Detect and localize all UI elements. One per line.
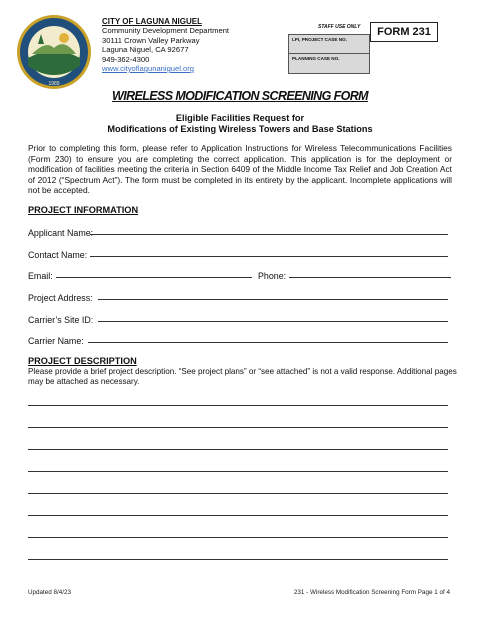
staff-use-label: STAFF USE ONLY [318,24,361,30]
contact-name-field[interactable] [90,256,448,257]
planning-case-no-field[interactable]: PLANNING CASE NO. [292,56,340,61]
page-title: WIRELESS MODIFICATION SCREENING FORM [112,89,368,103]
applicant-name-label: Applicant Name: [28,228,94,238]
description-line[interactable] [28,427,448,428]
subtitle-2: Modifications of Existing Wireless Towers and Base Stations [107,124,373,134]
description-line[interactable] [28,559,448,560]
project-info-heading: PROJECT INFORMATION [28,205,139,215]
description-line[interactable] [28,493,448,494]
carrier-name-field[interactable] [88,342,448,343]
applicant-name-field[interactable] [90,234,448,235]
city-seal-logo [16,14,92,90]
city-state-zip: Laguna Niguel, CA 92677 [102,45,189,55]
carrier-site-id-field[interactable] [98,321,448,322]
description-line[interactable] [28,515,448,516]
email-field[interactable] [56,277,252,278]
svg-text:1989: 1989 [48,81,60,87]
city-name: CITY OF LAGUNA NIGUEL [102,17,202,26]
email-label: Email: [28,271,53,281]
website-link[interactable]: www.cityoflagunaniguel.org [102,64,195,74]
project-desc-heading: PROJECT DESCRIPTION [28,356,137,366]
footer-updated: Updated 8/4/23 [28,589,72,596]
project-case-no-field[interactable]: LPI, PROJECT CASE NO. [289,35,369,54]
phone-field[interactable] [289,277,451,278]
carrier-name-label: Carrier Name: [28,336,84,346]
project-address-label: Project Address: [28,293,93,303]
carrier-site-id-label: Carrier’s Site ID: [28,315,94,325]
project-address-field[interactable] [98,299,448,300]
contact-name-label: Contact Name: [28,250,88,260]
description-line[interactable] [28,405,448,406]
department: Community Development Department [102,26,230,36]
subtitle-1: Eligible Facilities Request for [175,113,305,123]
footer-page-info: 231 - Wireless Modification Screening Form Page 1 of 4 [293,589,450,596]
description-line[interactable] [28,449,448,450]
street-address: 30111 Crown Valley Parkway [102,35,200,45]
description-line[interactable] [28,537,448,538]
staff-use-box [288,34,370,74]
phone-label: Phone: [258,271,287,281]
city-info [102,17,229,73]
phone-number: 949-362-4300 [102,54,150,64]
intro-paragraph: Prior to completing this form, please refer to Application Instructions for Wireless Telecommunications Facilities (Form 230) to ensure you are completing the correct application. This application is for the deployment or modification of facilities meeting the criteria in Section 6409 of the Middle Income Tax Relief and Job Creation Act of 2012 (“Spectrum Act”). The form must be completed in its entirety by the applicant. Incomplete applications will not be accepted. [28,143,452,195]
form-number: FORM 231 [370,22,438,42]
project-desc-note: Please provide a brief project description. “See project plans” or “see attached” is not a valid response. Additional pages may be attached as necessary. [28,367,457,386]
description-line[interactable] [28,471,448,472]
